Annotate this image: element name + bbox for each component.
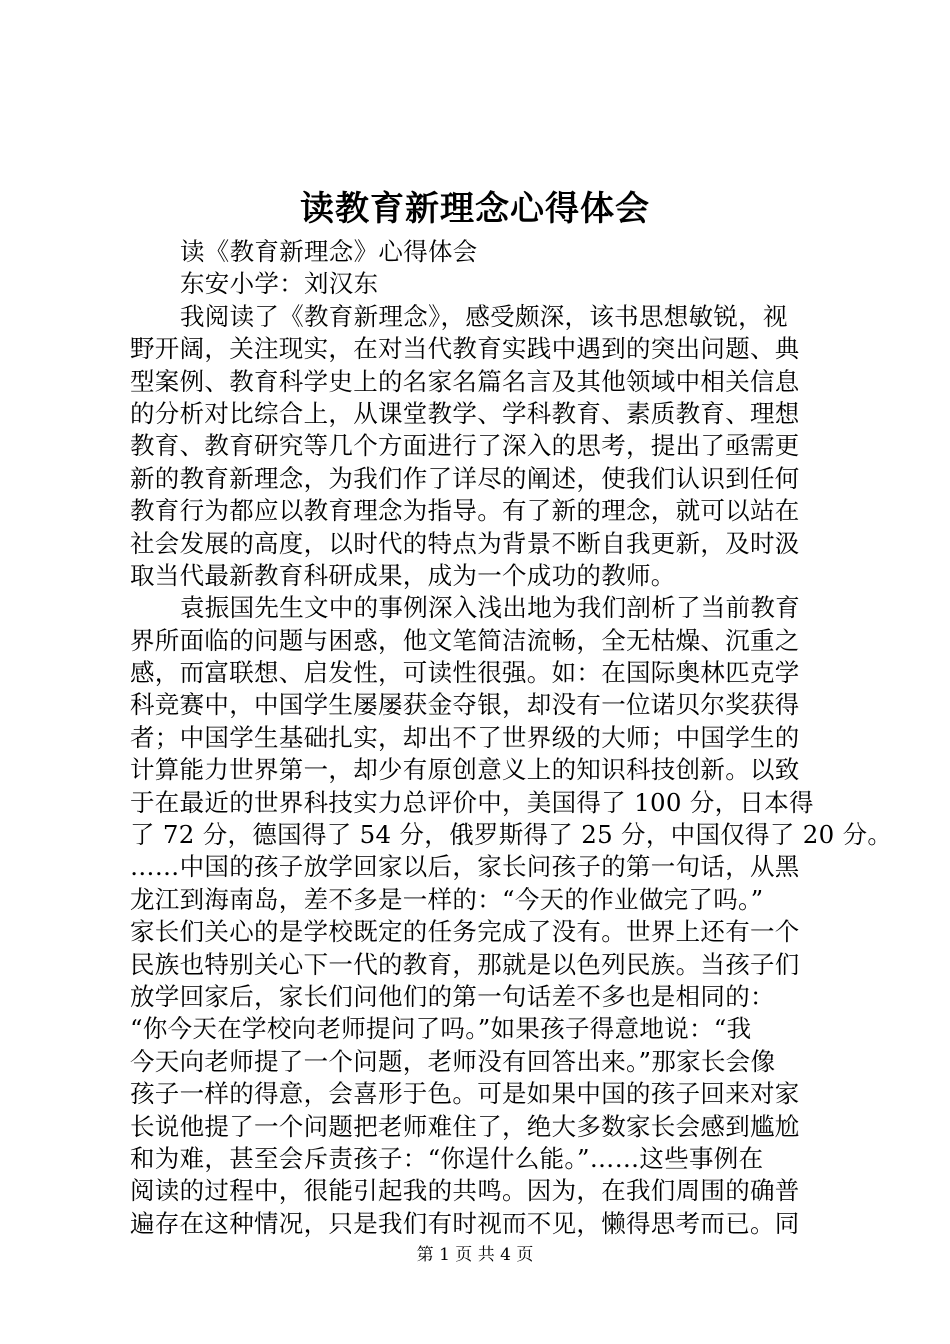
paragraph-line: 孩子一样的得意，会喜形于色。可是如果中国的孩子回来对家	[130, 1079, 800, 1109]
paragraph-line: 今天向老师提了一个问题，老师没有回答出来。”那家长会像	[130, 1046, 776, 1076]
paragraph-2	[130, 592, 893, 1240]
paragraph-line: 新的教育新理念，为我们作了详尽的阐述，使我们认识到任何	[130, 463, 800, 493]
paragraph-line: 家长们关心的是学校既定的任务完成了没有。世界上还有一个	[130, 917, 800, 947]
paragraph-line: “你今天在学校向老师提问了吗。”如果孩子得意地说：“我	[130, 1014, 752, 1044]
paragraph-line: 取当代最新教育科研成果，成为一个成功的教师。	[130, 560, 676, 590]
paragraph-line: 者；中国学生基础扎实，却出不了世界级的大师；中国学生的	[130, 722, 800, 752]
paragraph-line: 阅读的过程中，很能引起我的共鸣。因为，在我们周围的确普	[130, 1176, 800, 1206]
paragraph-line: 型案例、教育科学史上的名家名篇名言及其他领域中相关信息	[130, 366, 800, 396]
paragraph-line: 袁振国先生文中的事例深入浅出地为我们剖析了当前教育	[180, 593, 800, 623]
paragraph-line: 了 72 分，德国得了 54 分，俄罗斯得了 25 分，中国仅得了 20 分。	[130, 820, 893, 850]
paragraph-line: 野开阔，关注现实，在对当代教育实践中遇到的突出问题、典	[130, 334, 800, 364]
paragraph-line: 的分析对比综合上，从课堂教学、学科教育、素质教育、理想	[130, 398, 800, 428]
paragraph-line: 长说他提了一个问题把老师难住了，绝大多数家长会感到尴尬	[130, 1111, 800, 1141]
paragraph-line: 教育行为都应以教育理念为指导。有了新的理念，就可以站在	[130, 496, 800, 526]
paragraph-line: 教育、教育研究等几个方面进行了深入的思考，提出了亟需更	[130, 431, 800, 461]
paragraph-line: 遍存在这种情况，只是我们有时视而不见，懒得思考而已。同	[130, 1208, 800, 1238]
paragraph-line: 计算能力世界第一，却少有原创意义上的知识科技创新。以致	[130, 755, 800, 785]
paragraph-line: ……中国的孩子放学回家以后，家长问孩子的第一句话，从黑	[130, 852, 800, 882]
paragraph-line: 民族也特别关心下一代的教育，那就是以色列民族。当孩子们	[130, 949, 800, 979]
paragraph-line: 我阅读了《教育新理念》，感受颇深，该书思想敏锐，视	[180, 301, 788, 331]
paragraph-line: 感，而富联想、启发性，可读性很强。如：在国际奥林匹克学	[130, 658, 800, 688]
paragraph-1	[130, 301, 832, 593]
paragraph-line: 科竞赛中，中国学生屡屡获金夺银，却没有一位诺贝尔奖获得	[130, 690, 800, 720]
paragraph-line: 界所面临的问题与困惑，他文笔简洁流畅，全无枯燥、沉重之	[130, 625, 800, 655]
document-title: 读教育新理念心得体会	[300, 189, 650, 229]
document-body	[130, 236, 893, 1240]
paragraph-line: 社会发展的高度，以时代的特点为背景不断自我更新，及时汲	[130, 528, 800, 558]
page-number-footer: 第 1 页 共 4 页	[416, 1245, 534, 1265]
subtitle-line: 读《教育新理念》心得体会	[180, 237, 478, 266]
paragraph-line: 和为难，甚至会斥责孩子：“你逞什么能。”……这些事例在	[130, 1143, 764, 1173]
author-line: 东安小学：刘汉东	[180, 269, 379, 299]
paragraph-line: 于在最近的世界科技实力总评价中，美国得了 100 分，日本得	[130, 787, 814, 817]
paragraph-line: 放学回家后，家长们问他们的第一句话差不多也是相同的：	[130, 981, 775, 1011]
paragraph-line: 龙江到海南岛，差不多是一样的：“今天的作业做完了吗。”	[130, 884, 764, 914]
